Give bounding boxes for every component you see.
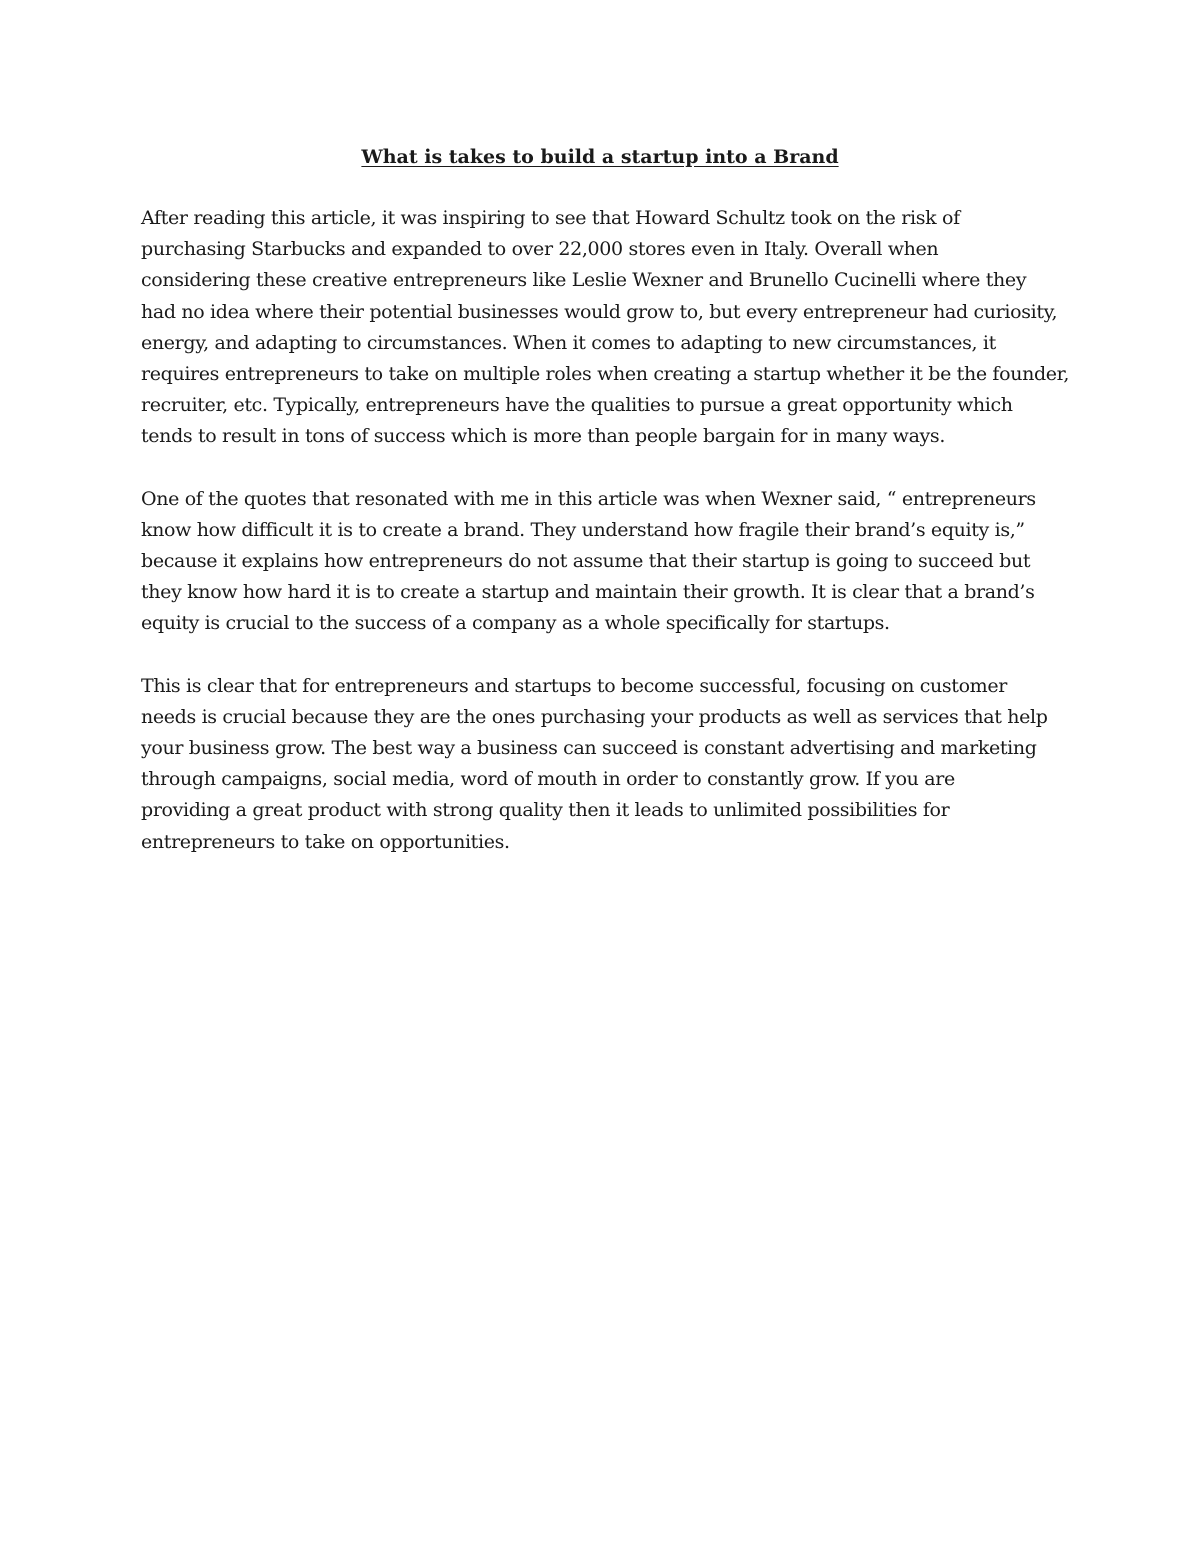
text-line: equity is crucial to the success of a company as a whole specifically for startups. (141, 612, 890, 635)
text-line: energy, and adapting to circumstances. When it comes to adapting to new circumstances, it (141, 331, 996, 354)
text-line: they know how hard it is to create a startup and maintain their growth. It is clear that a brand’s (141, 581, 1035, 604)
text-line: After reading this article, it was inspiring to see that Howard Schultz took on the risk of (141, 207, 960, 229)
text-line: One of the quotes that resonated with me in this article was when Wexner said, “ entrepreneurs (141, 487, 1036, 510)
text-line: tends to result in tons of success which is more than people bargain for in many ways. (141, 425, 946, 448)
text-line: through campaigns, social media, word of mouth in order to constantly grow. If you are (141, 768, 955, 791)
text-line: considering these creative entrepreneurs like Leslie Wexner and Brunello Cucinelli where they (141, 269, 1027, 292)
text-line: recruiter, etc. Typically, entrepreneurs have the qualities to pursue a great opportunity which (141, 394, 1013, 417)
text-line: providing a great product with strong quality then it leads to unlimited possibilities for (141, 799, 950, 822)
document-body (141, 203, 1070, 889)
text-line: because it explains how entrepreneurs do not assume that their startup is going to succeed but (141, 550, 1031, 573)
text-line: had no idea where their potential businesses would grow to, but every entrepreneur had curiosity, (141, 300, 1058, 323)
paragraph-3 (141, 671, 1061, 858)
text-line: needs is crucial because they are the ones purchasing your products as well as services that help (141, 705, 1048, 728)
text-line: know how difficult it is to create a brand. They understand how fragile their brand’s equity is,” (141, 518, 1025, 541)
document-title: What is takes to build a startup into a Brand (361, 146, 839, 168)
text-line: requires entrepreneurs to take on multiple roles when creating a startup whether it be the founder, (141, 363, 1070, 386)
text-line: your business grow. The best way a business can succeed is constant advertising and marketing (141, 737, 1037, 760)
text-line: This is clear that for entrepreneurs and startups to become successful, focusing on customer (141, 674, 1007, 697)
paragraph-1 (141, 203, 1070, 453)
paragraph-2 (141, 484, 1061, 640)
text-line: purchasing Starbucks and expanded to over 22,000 stores even in Italy. Overall when (141, 238, 939, 261)
text-line: entrepreneurs to take on opportunities. (141, 830, 510, 853)
